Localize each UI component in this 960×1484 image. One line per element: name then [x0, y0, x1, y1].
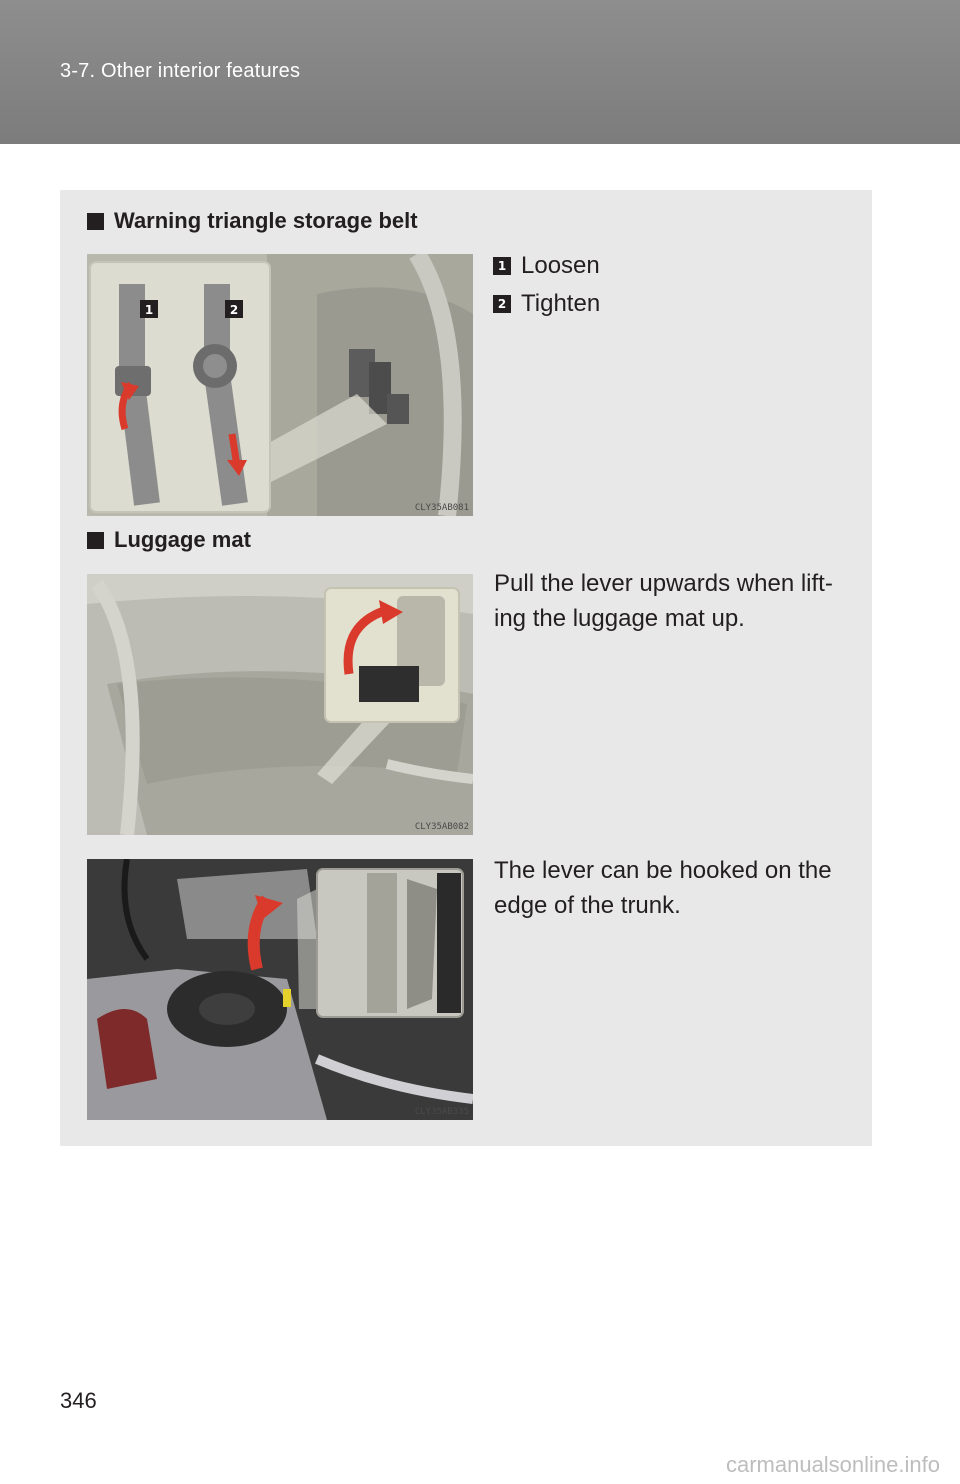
square-bullet-icon — [87, 213, 104, 230]
content-panel — [60, 190, 872, 1146]
figure-lever-hooked — [87, 859, 473, 1120]
callout-loosen — [493, 252, 600, 280]
section-heading-warning-triangle — [87, 208, 418, 234]
belt-illustration — [87, 254, 473, 516]
svg-text:2: 2 — [229, 303, 239, 317]
page-header — [0, 0, 960, 144]
callout-text: Loosen — [521, 252, 600, 279]
callout-number-1: 1 — [493, 257, 511, 275]
description-pull-lever: Pull the lever upwards when lift-ing the luggage mat up. — [494, 570, 833, 632]
callout-tighten — [493, 290, 600, 318]
trunk-open-illustration — [87, 859, 473, 1120]
section-title: 3-7. Other interior features — [60, 60, 301, 82]
callout-number-2: 2 — [493, 295, 511, 313]
figure-code: CLY35AB082 — [414, 822, 469, 832]
page-number: 346 — [60, 1388, 97, 1413]
figure-code: CLY35AB335 — [414, 1107, 469, 1117]
trunk-illustration — [87, 574, 473, 835]
figure-luggage-mat-lever — [87, 574, 473, 835]
figure-warning-triangle-belt — [87, 254, 473, 516]
footer-watermark[interactable]: carmanualsonline.info — [725, 1452, 940, 1477]
svg-text:1: 1 — [144, 303, 154, 317]
callout-text: Tighten — [521, 290, 601, 317]
heading-text: Warning triangle storage belt — [114, 208, 418, 233]
section-heading-luggage-mat — [87, 527, 251, 553]
figure-code: CLY35AB081 — [414, 503, 469, 513]
heading-text: Luggage mat — [114, 527, 251, 552]
square-bullet-icon — [87, 532, 104, 549]
description-lever-hooked: The lever can be hooked on the edge of the trunk. — [494, 857, 832, 919]
